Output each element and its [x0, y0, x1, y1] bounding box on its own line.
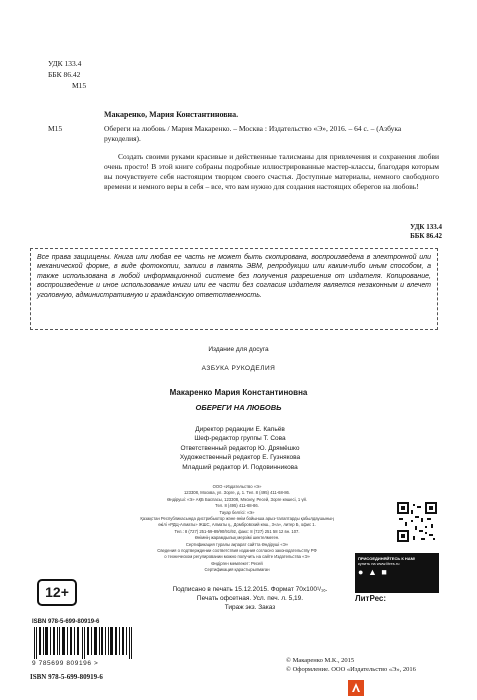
publisher-line: Тел. 8 (495) 411-68-86.	[215, 503, 259, 509]
barcode-number: 9 785699 809196 >	[32, 660, 99, 667]
publisher-logo-icon	[348, 680, 364, 696]
apple-icon: ●	[358, 567, 365, 577]
publisher-line: Сведения о подтверждении соответствия издания согласно законодательству РФ	[157, 548, 317, 554]
staff-line: Ответственный редактор Ю. Дрямёшко	[180, 444, 300, 452]
bbk-code-bottom: ББК 86.42	[410, 232, 442, 240]
android-icon: ▲	[367, 567, 378, 577]
promo-banner[interactable]	[355, 553, 439, 593]
staff-line: Шеф-редактор группы Т. Сова	[194, 435, 286, 443]
print-details	[150, 585, 350, 612]
udk-code: УДК 133.4	[48, 59, 82, 68]
author-heading: Макаренко, Мария Константиновна.	[104, 110, 239, 119]
publisher-line: Сертификация туралы ақпарат сайтта Өндіруші «Э»	[185, 541, 289, 547]
edition-type: Издание для досуга	[208, 346, 269, 353]
promo-heading: ПРИСОЕДИНЯЙТЕСЬ К НАМ!	[358, 556, 416, 561]
book-title: ОБЕРЕГИ НА ЛЮБОВЬ	[195, 403, 282, 412]
print-line: Подписано в печать 15.12.2015. Формат 70x100¹/₁₆.	[172, 586, 328, 593]
isbn-text: ISBN 978-5-699-80919-6	[30, 673, 103, 681]
isbn-barcode-label: ISBN 978-5-699-80919-6	[32, 619, 100, 625]
print-line: Печать офсетная. Усл. печ. л. 5,19.	[196, 595, 304, 602]
classification-block	[48, 58, 86, 91]
publisher-line: Сертификация қарастырылмаған	[204, 567, 270, 573]
copyright-block	[286, 656, 416, 674]
copyright-line: © Макаренко М.К., 2015	[286, 657, 355, 664]
publisher-line: Қазақстан Республикасында дистрибьютор және өнім бойынша арыз-талаптарды қабылдаушының	[140, 516, 334, 522]
print-line: Тираж экз. Заказ	[224, 604, 276, 611]
udk-code-bottom: УДК 133.4	[410, 223, 442, 231]
age-rating-badge: 12+	[37, 579, 77, 606]
bottom-classification	[398, 223, 442, 241]
publisher-line: 123308, Москва, ул. Зорге, д. 1. Тел. 8 (495) 411-68-86.	[183, 490, 291, 496]
store-logo: ЛитРес:	[355, 594, 387, 603]
publisher-line: Өндіруші: «Э» АҚБ Баспасы, 123308, Мәскеу, Ресей, Зорге көшесі, 1 үй.	[167, 496, 307, 502]
publisher-line: Өндірген мемлекет: Ресей	[211, 560, 263, 566]
staff-line: Директор редакции Е. Капьёв	[195, 426, 285, 433]
editorial-staff	[140, 425, 340, 472]
publisher-line: Тауар белгісі: «Э»	[219, 509, 255, 515]
staff-line: Младший редактор И. Подовинникова	[182, 463, 298, 471]
promo-link[interactable]: купить на www.litres.ru	[358, 561, 400, 566]
catalog-description: Обереги на любовь / Мария Макаренко. – Москва : Издательство «Э», 2016. – 64 с. – (Азбука рукоделия).	[104, 124, 402, 143]
publisher-line: Тел.: 8 (727) 251-59-89/90/91/92, факс: 8 (727) 251 58 12 вн. 107.	[174, 528, 300, 534]
windows-icon: ■	[381, 567, 388, 577]
publisher-line: о техническом регулировании можно получить на сайте Издательства «Э»	[164, 554, 310, 560]
promo-logos	[358, 567, 436, 577]
catalog-code: М15	[48, 124, 63, 133]
series-name: АЗБУКА РУКОДЕЛИЯ	[201, 365, 276, 372]
rights-notice: Все права защищены. Книга или любая ее часть не может быть скопирована, воспроизведена в электронной или механической форме, в виде фотокопии, записи в память ЭВМ, репродукции или каким-либо иным способом, а также использована в любой информационной системе без получения разрешения от издателя. Копирование, воспроизведение и иное использование книги или ее части без согласия издателя является незаконным и влечет уголовную, административную и гражданскую ответственность.	[30, 248, 438, 330]
annotation: Создать своими руками красивые и действенные талисманы для привлечения и сохранения любви очень просто! В этой книге собраны подробные иллюстрированные мастер-классы, благодаря которым вы почувствуете себя настоящим творцом своего счастья. Доступные материалы, немного свободного времени и немного веры в себя – все, что вам нужно для создания настоящих оберегов на любовь!	[104, 152, 439, 191]
publisher-line: Өнімнің жарамдылық мерзімі шектелмеген.	[194, 535, 280, 541]
copyright-line: © Оформление. ООО «Издательство «Э», 2016	[286, 666, 416, 673]
barcode-image	[32, 627, 137, 659]
staff-line: Художественный редактор Е. Гузнякова	[179, 454, 301, 462]
author-full-name: Макаренко Мария Константиновна	[169, 388, 308, 397]
bbk-code: ББК 86.42	[48, 70, 81, 79]
publisher-line: ООО «Издательство «Э»	[212, 484, 262, 489]
qr-code-image	[397, 502, 437, 542]
author-sign: М15	[72, 81, 87, 90]
publisher-line: өкілі «РДЦ-Алматы» ЖШС, Алматы қ., Домбровский көш., 3«а», литер Б, офис 1.	[158, 522, 316, 528]
